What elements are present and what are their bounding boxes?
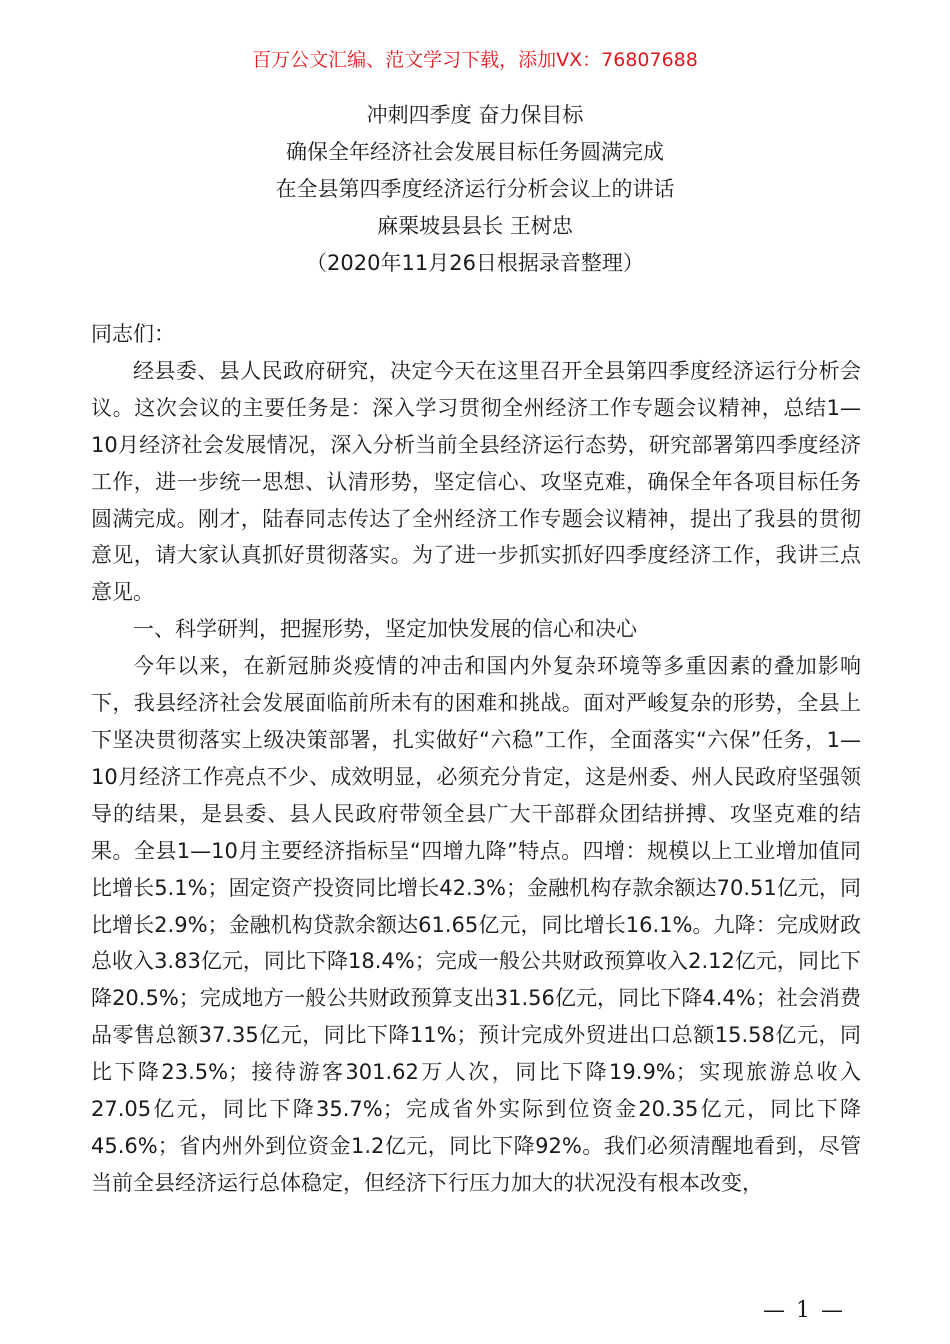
speech-occasion: 在全县第四季度经济运行分析会议上的讲话 <box>275 177 675 201</box>
date-note: （2020年11月26日根据录音整理） <box>306 251 644 275</box>
salutation: 同志们： <box>91 322 175 346</box>
page-number: — 1 — <box>763 1298 845 1323</box>
paragraph: 经县委、县人民政府研究，决定今天在这里召开全县第四季度经济运行分析会议。这次会议的主要任务是：深入学习贯彻全州经济工作专题会议精神，总结1—10月经济社会发展情况，深入分析当前全县经济运行态势，研究部署第四季度经济工作，进一步统一思想、认清形势，坚定信心、攻坚克难，确保全年各项目标任务圆满完成。刚才，陆春同志传达了全州经济工作专题会议精神，提出了我县的贯彻意见，请大家认真抓好贯彻落实。为了进一步抓实抓好四季度经济工作，我讲三点意见。 <box>91 358 861 605</box>
subtitle: 确保全年经济社会发展目标任务圆满完成 <box>286 140 664 164</box>
header-note: 百万公文汇编、范文学习下载，添加VX：76807688 <box>252 49 698 71</box>
paragraph: 今年以来，在新冠肺炎疫情的冲击和国内外复杂环境等多重因素的叠加影响下，我县经济社会发展面临前所未有的困难和挑战。面对严峻复杂的形势，全县上下坚决贯彻落实上级决策部署，扎实做好“六稳”工作，全面落实“六保”任务，1—10月经济工作亮点不少、成效明显，必须充分肯定，这是州委、州人民政府坚强领导的结果，是县委、县人民政府带领全县广大干部群众团结拼搏、攻坚克难的结果。全县1—10月主要经济指标呈“四增九降”特点。四增：规模以上工业增加值同比增长5.1%；固定资产投资同比增长42.3%；金融机构存款余额达70.51亿元，同比增长2.9%；金融机构贷款余额达61.65亿元，同比增长16.1%。九降：完成财政总收入3.83亿元，同比下降18.4%；完成一般公共财政预算收入2.12亿元，同比下降20.5%；完成地方一般公共财政预算支出31.56亿元，同比下降4.4%；社会消费品零售总额37.35亿元，同比下降11%；预计完成外贸进出口总额15.58亿元，同比下降23.5%；接待游客301.62万人次，同比下降19.9%；实现旅游总收入27.05亿元，同比下降35.7%；完成省外实际到位资金20.35亿元，同比下降45.6%；省内州外到位资金1.2亿元，同比下降92%。我们必须清醒地看到，尽管当前全县经济运行总体稳定，但经济下行压力加大的状况没有根本改变， <box>91 654 861 1195</box>
document-body <box>91 316 861 1202</box>
title-block <box>0 97 950 282</box>
speaker: 麻栗坡县县长 王树忠 <box>377 214 573 238</box>
section-heading: 一、科学研判，把握形势，坚定加快发展的信心和决心 <box>133 617 637 642</box>
main-title: 冲刺四季度 奋力保目标 <box>366 103 584 127</box>
